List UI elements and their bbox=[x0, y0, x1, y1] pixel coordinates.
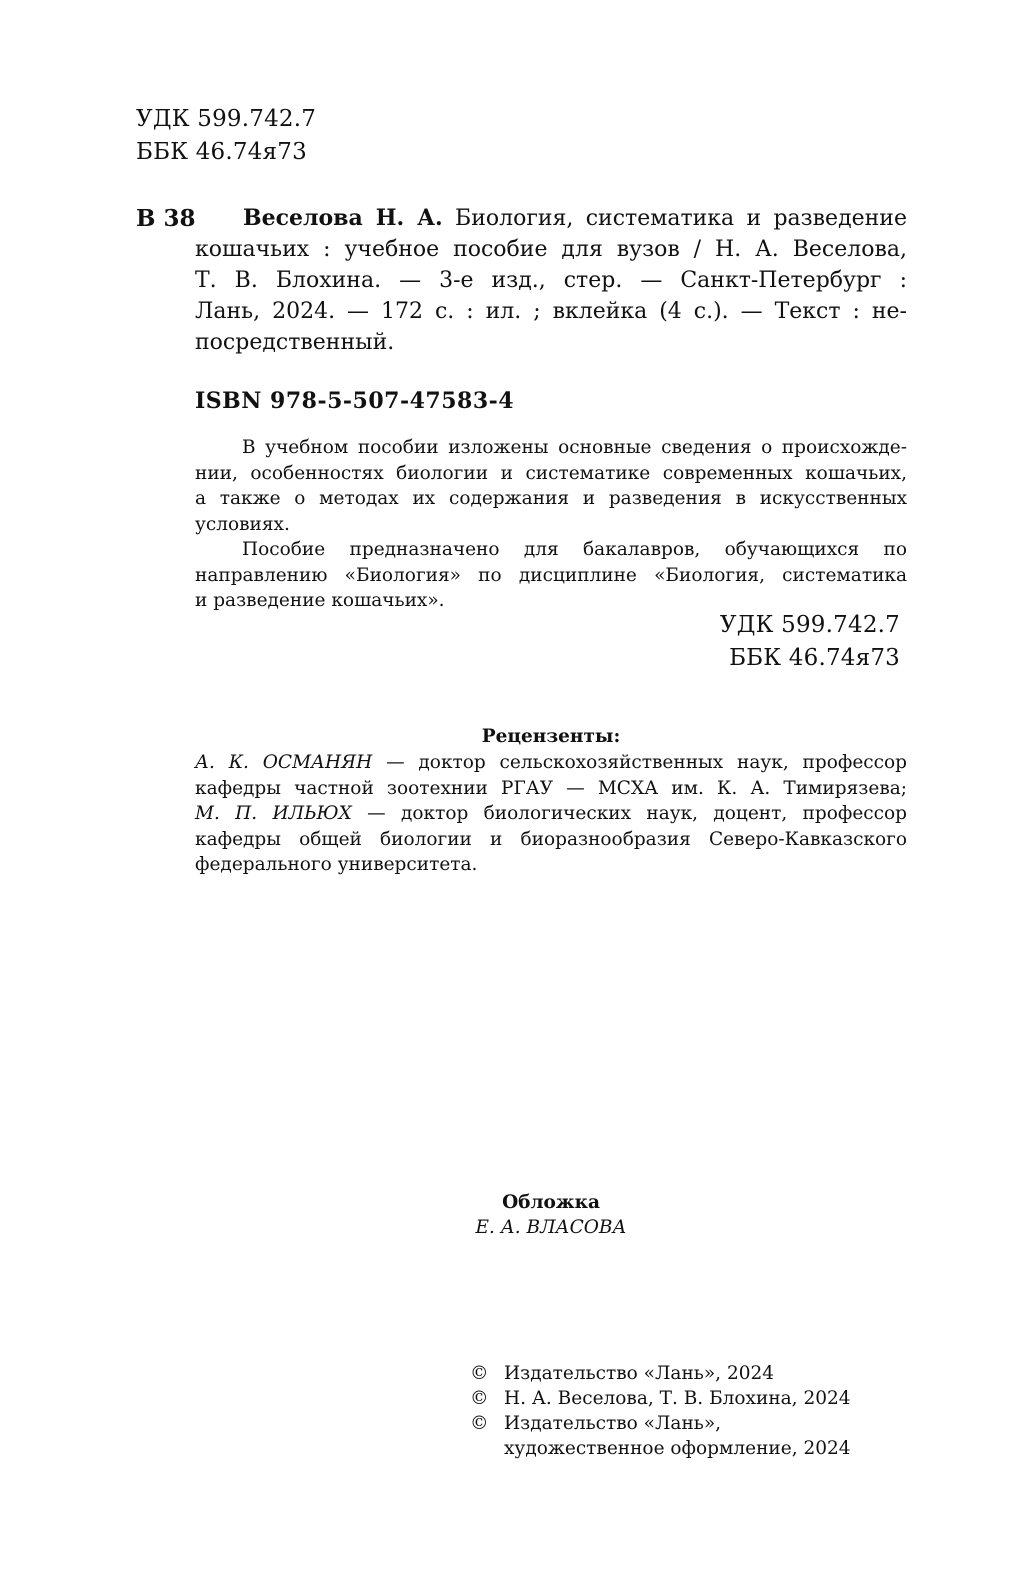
cover-label: Обложка bbox=[502, 1192, 600, 1213]
entry-line: Лань, 2024. — 172 с. : ил. ; вклейка (4 с.). — Текст : не- bbox=[195, 299, 907, 324]
reviewer-line: кафедры общей биологии и биоразнообразия Северо-Кавказского bbox=[195, 828, 907, 850]
abstract-line: и разведение кошачьих». bbox=[195, 590, 445, 611]
classification-codes-top bbox=[136, 103, 316, 169]
cutter-mark: В 38 bbox=[136, 205, 196, 232]
copyright-line-continuation: художественное оформление, 2024 bbox=[504, 1438, 851, 1459]
isbn: ISBN 978-5-507-47583-4 bbox=[195, 388, 515, 414]
bbk-code: ББК 46.74я73 bbox=[729, 645, 900, 671]
abstract-line: В учебном пособии изложены основные сведения о происхожде- bbox=[242, 437, 907, 458]
reviewer-line: федерального университета. bbox=[195, 854, 478, 875]
reviewer-name: М. П. ИЛЬЮХ bbox=[195, 803, 352, 824]
abstract-line: нии, особенностях биологии и систематике современных кошачьих, bbox=[195, 462, 907, 484]
copyright-symbol: © bbox=[470, 1363, 489, 1384]
reviewer-name: А. К. ОСМАНЯН bbox=[195, 752, 373, 773]
entry-line: кошачьих : учебное пособие для вузов / Н. А. Веселова, bbox=[195, 237, 907, 262]
abstract-line: а также о методах их содержания и разведения в искусственных bbox=[195, 488, 907, 509]
abstract-line: Пособие предназначено для бакалавров, обучающихся по bbox=[242, 539, 907, 560]
reviewer-line: кафедры частной зоотехнии РГАУ — МСХА им. К. А. Тимирязева; bbox=[195, 777, 907, 799]
udk-code: УДК 599.742.7 bbox=[719, 612, 900, 638]
reviewers-heading: Рецензенты: bbox=[481, 726, 621, 747]
cover-designer: Е. А. ВЛАСОВА bbox=[475, 1217, 627, 1238]
copyright-line: © Н. А. Веселова, Т. В. Блохина, 2024 bbox=[470, 1388, 851, 1409]
copyright-line: © Издательство «Лань», bbox=[470, 1413, 722, 1434]
abstract bbox=[195, 435, 907, 614]
abstract-line: направлению «Биология» по дисциплине «Биология, систематика bbox=[195, 564, 907, 586]
entry-line: посредственный. bbox=[195, 330, 395, 355]
bibliographic-entry bbox=[195, 203, 907, 358]
cover-credit bbox=[195, 1190, 907, 1240]
abstract-line: условиях. bbox=[195, 513, 290, 535]
entry-line: Т. В. Блохина. — 3-е изд., стер. — Санкт-Петербург : bbox=[195, 268, 907, 293]
copyright-symbol: © bbox=[470, 1413, 489, 1434]
copyright-block bbox=[470, 1361, 851, 1461]
entry-author: Веселова Н. А. bbox=[243, 205, 443, 231]
udk-code: УДК 599.742.7 bbox=[136, 106, 317, 132]
bbk-code: ББК 46.74я73 bbox=[136, 139, 307, 165]
entry-line: Веселова Н. А. Биология, систематика и разведение bbox=[243, 205, 907, 231]
copyright-line: © Издательство «Лань», 2024 bbox=[470, 1363, 775, 1384]
reviewer-line: А. К. ОСМАНЯН — доктор сельскохозяйственных наук, профессор bbox=[195, 752, 907, 773]
reviewer-line: М. П. ИЛЬЮХ — доктор биологических наук, доцент, профессор bbox=[195, 803, 907, 824]
reviewers-list bbox=[195, 750, 907, 878]
classification-codes-right bbox=[720, 609, 900, 675]
copyright-symbol: © bbox=[470, 1388, 489, 1409]
